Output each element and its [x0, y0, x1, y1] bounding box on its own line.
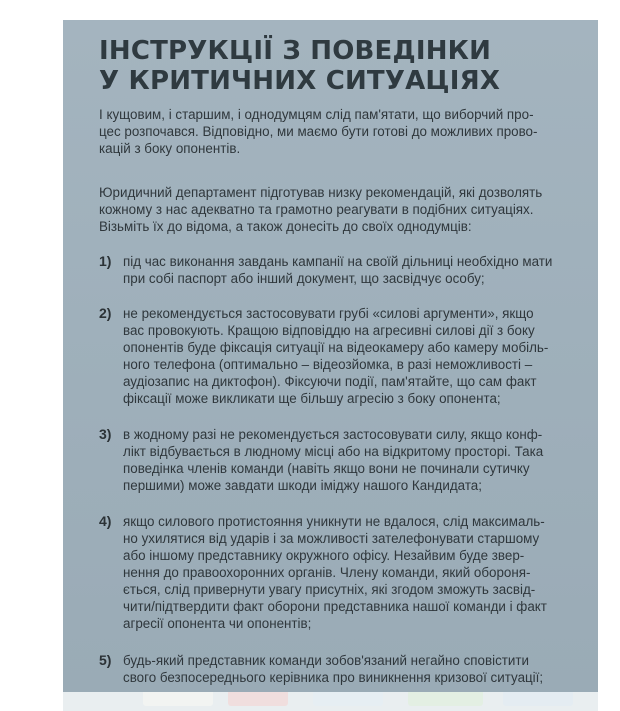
- title-line: У КРИТИЧНИХ СИТУАЦІЯХ: [99, 66, 501, 96]
- title-line: ІНСТРУКЦІЇ З ПОВЕДІНКИ: [99, 36, 492, 66]
- text-line: агресії опонента чи опонентів;: [123, 616, 312, 631]
- item-text: [123, 253, 552, 287]
- text-line: кожному з нас адекватно та грамотно реагувати в подібних ситуаціях.: [99, 202, 534, 217]
- text-line: в жодному разі не рекомендується застосовувати силу, якщо конф-: [123, 427, 543, 442]
- item-number: 5): [99, 652, 112, 668]
- text-line: при собі паспорт або інший документ, що засвідчує особу;: [123, 271, 485, 286]
- intro-paragraph: [99, 106, 569, 157]
- text-line: цес розпочався. Відповідно, ми маємо бути готові до можливих прово-: [99, 124, 538, 139]
- text-line: свого безпосереднього керівника про виникнення кризової ситуації;: [123, 670, 544, 685]
- text-line: якщо силового протистояння уникнути не вдалося, слід максималь-: [123, 514, 545, 529]
- item-number: 4): [99, 513, 112, 529]
- text-line: будь-який представник команди зобов'язаний негайно сповістити: [123, 653, 530, 668]
- text-line: поведінка членів команди (навіть якщо вони не починали сутичку: [123, 461, 530, 476]
- text-line: Юридичний департамент підготував низку рекомендацій, які дозволять: [99, 185, 543, 200]
- item-text: [123, 652, 543, 686]
- text-line: вас провокують. Кращою відповіддю на агресивні силові дії з боку: [123, 323, 535, 338]
- text-line: лікт відбувається в людному місці або на відкритому просторі. Така: [123, 444, 544, 459]
- item-number: 1): [99, 253, 112, 269]
- item-text: [123, 426, 543, 494]
- document-photo: [63, 20, 598, 692]
- text-line: фіксації може викликати ще більшу агресію з боку опонента;: [123, 391, 501, 406]
- text-line: першими) може завдати шкоди іміджу нашого Кандидата;: [123, 478, 482, 493]
- text-line: ється, слід привернути увагу присутніх, які згодом зможуть засвід-: [123, 582, 536, 597]
- document-title: [99, 36, 500, 96]
- bottom-edge-strip: [63, 692, 598, 711]
- text-line: нення до правоохоронних органів. Члену команди, який обороня-: [123, 565, 531, 580]
- item-number: 2): [99, 305, 112, 321]
- text-line: кацій з боку опонентів.: [99, 141, 241, 156]
- text-line: ного телефона (оптимально – відеозйомка, в разі неможливості –: [123, 357, 533, 372]
- text-line: під час виконання завдань кампанії на своїй дільниці необхідно мати: [123, 254, 553, 269]
- item-number: 3): [99, 426, 112, 442]
- decorative-tab: [313, 692, 383, 706]
- text-line: но ухилятися від ударів і за можливості зателефонувати старшому: [123, 531, 540, 546]
- item-text: [123, 513, 547, 632]
- decorative-tab: [143, 692, 213, 706]
- legal-paragraph: [99, 184, 569, 235]
- text-line: не рекомендується застосовувати грубі «силові аргументи», якщо: [123, 306, 534, 321]
- decorative-tab: [228, 692, 288, 706]
- decorative-tab: [408, 692, 483, 706]
- decorative-tab: [503, 692, 573, 706]
- text-line: Візьміть їх до відома, а також донесіть до своїх однодумців:: [99, 219, 472, 234]
- text-line: І кущовим, і старшим, і однодумцям слід пам'ятати, що виборчий про-: [99, 107, 534, 122]
- text-line: аудіозапис на диктофон). Фіксуючи події, пам'ятайте, що сам факт: [123, 374, 537, 389]
- text-line: чити/підтвердити факт оборони представника нашої команди і факт: [123, 599, 547, 614]
- item-text: [123, 305, 548, 407]
- text-line: або іншому представнику окружного офісу. Незайвим буде звер-: [123, 548, 525, 563]
- text-line: опонентів буде фіксація ситуації на відеокамеру або камеру мобіль-: [123, 340, 549, 355]
